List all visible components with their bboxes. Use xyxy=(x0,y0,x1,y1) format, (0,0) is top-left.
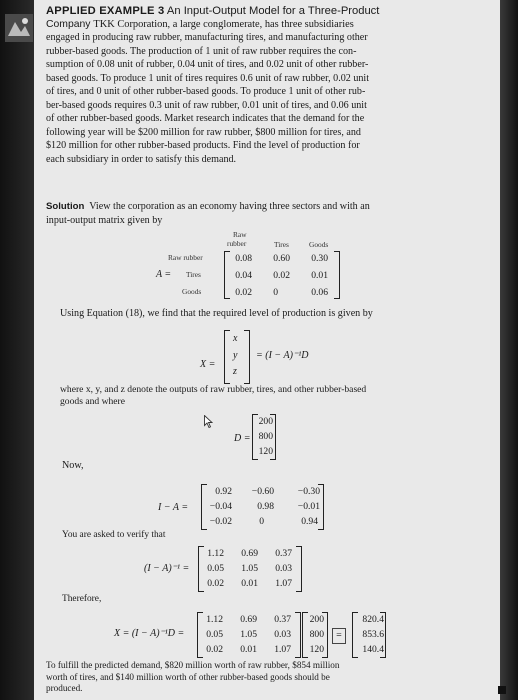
matrix-cell: 0.06 xyxy=(311,287,328,298)
textbook-page xyxy=(34,0,500,700)
row-label-raw-rubber: Raw rubber xyxy=(168,253,203,262)
matrix-cell: 0.01 xyxy=(240,644,257,655)
where-line: where x, y, and z denote the outputs of raw rubber, tires, and other rubber-based xyxy=(60,384,367,395)
solution-text xyxy=(46,200,492,227)
vector-x: x xyxy=(233,333,238,344)
result-cell: 820.4 xyxy=(362,614,384,625)
matrix-cell: 120 xyxy=(258,446,273,457)
final-lhs: X = (I − A)⁻¹D = xyxy=(114,628,185,639)
conclusion-line: produced. xyxy=(46,683,83,693)
x-lhs: X = xyxy=(200,359,216,370)
matrix-cell: 0.69 xyxy=(241,548,258,559)
therefore-text: Therefore, xyxy=(62,594,102,604)
i-minus-a-lhs: I − A = xyxy=(158,502,189,513)
equation-18-text: Using Equation (18), we find that the required level of production is given by xyxy=(60,308,373,319)
problem-paragraph xyxy=(46,31,494,166)
applied-example-icon xyxy=(5,14,33,42)
matrix-cell: 0.08 xyxy=(235,253,252,264)
matrix-cell: 0.60 xyxy=(273,253,290,264)
matrix-cell: 0.04 xyxy=(235,270,252,281)
example-label: APPLIED EXAMPLE 3 xyxy=(46,5,165,17)
matrix-cell: 0.01 xyxy=(311,270,328,281)
right-bracket xyxy=(295,612,301,658)
matrix-cell: 1.07 xyxy=(274,644,291,655)
matrix-cell: 1.05 xyxy=(240,629,257,640)
matrix-cell: 0.05 xyxy=(207,563,224,574)
matrix-cell: 0.69 xyxy=(240,614,257,625)
matrix-cell: 1.12 xyxy=(207,548,224,559)
solution-label: Solution xyxy=(46,201,85,212)
left-dark-border xyxy=(0,0,34,700)
inverse-rhs: = (I − A)⁻¹D xyxy=(256,350,309,361)
matrix-cell: 0 xyxy=(259,516,264,527)
matrix-cell: 0.01 xyxy=(241,578,258,589)
matrix-cell: 1.05 xyxy=(241,563,258,574)
col-header-rubber: rubber xyxy=(227,239,247,248)
solution-line1: View the corporation as an economy having three sectors and with an xyxy=(89,201,370,212)
solution-line2: input-output matrix given by xyxy=(46,214,163,226)
paragraph-line: $120 million for other rubber-based products. Find the level of production for xyxy=(46,140,360,151)
right-dark-border xyxy=(500,0,518,700)
result-cell: 853.6 xyxy=(362,629,384,640)
matrix-cell: 0 xyxy=(273,287,278,298)
paragraph-line: following year will be $200 million for raw rubber, $800 million for tires, and xyxy=(46,126,361,138)
matrix-cell: 800 xyxy=(309,629,324,640)
row-label-goods: Goods xyxy=(182,287,202,296)
vector-y: y xyxy=(233,350,238,361)
matrix-cell: 0.37 xyxy=(275,548,292,559)
paragraph-line: engaged in producing raw rubber, manufacturing tires, and manufacturing other xyxy=(46,32,368,43)
paragraph-line: of other rubber-based goods. Market research indicates that the demand for the xyxy=(46,113,365,124)
right-bracket xyxy=(244,330,250,384)
matrix-cell: 0.02 xyxy=(273,270,290,281)
paragraph-line: of tires, and 0 unit of other rubber-based goods. To produce 1 unit of other rub- xyxy=(46,86,366,97)
example-heading xyxy=(46,4,446,32)
col-header-tires: Tires xyxy=(274,240,289,249)
matrix-cell: −0.60 xyxy=(251,486,274,497)
matrix-cell: 800 xyxy=(258,431,273,442)
matrix-cell: 120 xyxy=(309,644,324,655)
col-header-goods: Goods xyxy=(309,240,329,249)
matrix-cell: 200 xyxy=(258,416,273,427)
paragraph-line: ber-based goods requires 0.3 unit of raw rubber, 0.01 unit of tires, and 0.06 unit xyxy=(46,99,367,111)
matrix-cell: 0.30 xyxy=(311,253,328,264)
corner-marker xyxy=(498,686,506,694)
matrix-cell: 0.37 xyxy=(274,614,291,625)
paragraph-line: based goods. To produce 1 unit of tires requires 0.6 unit of raw rubber, 0.02 unit xyxy=(46,72,370,84)
where-text xyxy=(60,384,490,408)
paragraph-line: sumption of 0.08 unit of rubber, 0.04 unit of tires, and 0.02 unit of other rubber- xyxy=(46,59,369,70)
paragraph-line: each subsidiary in order to satisfy this demand. xyxy=(46,153,237,165)
matrix-cell: −0.02 xyxy=(209,516,232,527)
matrix-cell: 0.03 xyxy=(275,563,292,574)
matrix-cell: 200 xyxy=(309,614,324,625)
col-header-raw: Raw xyxy=(233,230,247,239)
matrix-cell: 0.94 xyxy=(301,516,318,527)
now-text: Now, xyxy=(62,460,84,471)
matrix-cell: 0.03 xyxy=(274,629,291,640)
paragraph-line: rubber-based goods. The production of 1 unit of raw rubber requires the con- xyxy=(46,45,357,57)
matrix-cell: 0.98 xyxy=(257,501,274,512)
conclusion-line: To fulfill the predicted demand, $820 million worth of raw rubber, $854 million xyxy=(46,660,340,670)
matrix-cell: 0.02 xyxy=(207,578,224,589)
mouse-cursor-icon xyxy=(204,415,213,433)
matrix-cell: 1.12 xyxy=(206,614,223,625)
inverse-lhs: (I − A)⁻¹ = xyxy=(144,563,190,574)
matrix-cell: 0.02 xyxy=(206,644,223,655)
matrix-cell: 0.05 xyxy=(206,629,223,640)
example-title-line1: An Input-Output Model for a Three-Product xyxy=(166,5,380,17)
example-title-line2: Company xyxy=(46,19,91,30)
equals-sign: = xyxy=(332,628,346,644)
where-line: goods and where xyxy=(60,396,126,407)
matrix-cell: 0.92 xyxy=(215,486,232,497)
conclusion-paragraph xyxy=(46,660,486,695)
matrix-cell: 0.02 xyxy=(235,287,252,298)
matrix-cell: −0.04 xyxy=(209,501,232,512)
verify-text: You are asked to verify that xyxy=(62,530,166,540)
result-cell: 140.4 xyxy=(362,644,384,655)
row-label-tires: Tires xyxy=(186,270,201,279)
matrix-d-lhs: D = xyxy=(234,433,251,444)
matrix-cell: −0.01 xyxy=(297,501,320,512)
left-bracket xyxy=(224,330,230,384)
paragraph-line-0: TKK Corporation, a large conglomerate, has three subsidiaries xyxy=(93,19,354,30)
conclusion-line: worth of tires, and $140 million worth of other rubber-based goods should be xyxy=(46,671,330,682)
matrix-a-lhs: A = xyxy=(156,269,172,280)
right-bracket xyxy=(296,546,302,592)
matrix-cell: 1.07 xyxy=(275,578,292,589)
matrix-cell: −0.30 xyxy=(297,486,320,497)
vector-z: z xyxy=(233,366,237,377)
right-bracket xyxy=(334,251,340,299)
